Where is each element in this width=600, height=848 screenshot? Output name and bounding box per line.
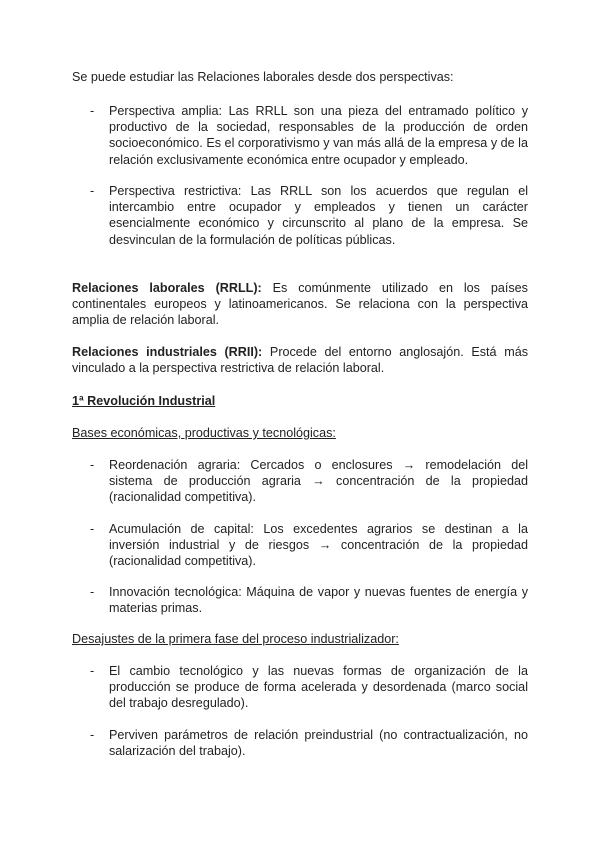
definition-term: Relaciones industriales (RRII): bbox=[72, 345, 263, 359]
definition-rrll bbox=[72, 280, 528, 329]
bullet-dash: - bbox=[90, 664, 95, 678]
list-item-perspectiva-restrictiva bbox=[72, 183, 528, 248]
bullet-dash: - bbox=[90, 184, 95, 198]
definition-text: Es comúnmente utilizado en los países continentales europeos y latinoamericanos. Se relaciona con la perspectiva amplia de relación laboral. bbox=[72, 281, 528, 328]
bullet-dash: - bbox=[90, 104, 95, 118]
section-title: 1ª Revolución Industrial bbox=[72, 394, 216, 408]
bullet-dash: - bbox=[90, 522, 95, 536]
list-item-reordenacion-agraria bbox=[72, 457, 528, 506]
list-item-perspectiva-amplia bbox=[72, 103, 528, 168]
definition-term: Relaciones laborales (RRLL): bbox=[72, 281, 262, 295]
bases-heading: Bases económicas, productivas y tecnológicas: bbox=[72, 426, 336, 440]
bullet-dash: - bbox=[90, 458, 95, 472]
bullet-dash: - bbox=[90, 585, 95, 599]
list-item-text: Reordenación agraria: Cercados o enclosures → remodelación del sistema de producción agraria → concentración de la propiedad (racionalidad competitiva). bbox=[109, 458, 528, 505]
list-item-text: Perspectiva amplia: Las RRLL son una pieza del entramado político y productivo de la sociedad, responsables de la producción de orden socioeconómico. Es el corporativismo y van más allá de la empresa y de la relación exclusivamente económica entre ocupador y empleado. bbox=[109, 104, 528, 167]
list-item-text: Acumulación de capital: Los excedentes agrarios se destinan a la inversión industrial y de riesgos → concentración de la propiedad (racionalidad competitiva). bbox=[109, 522, 528, 569]
list-item-text: El cambio tecnológico y las nuevas formas de organización de la producción se produce de forma acelerada y desordenada (marco social del trabajo desregulado). bbox=[109, 664, 528, 711]
list-item-acumulacion-capital bbox=[72, 521, 528, 570]
desajustes-heading: Desajustes de la primera fase del proceso industrializador: bbox=[72, 632, 399, 646]
definition-text: Procede del entorno anglosajón. Está más vinculado a la perspectiva restrictiva de relación laboral. bbox=[72, 345, 528, 376]
list-item-text: Innovación tecnológica: Máquina de vapor y nuevas fuentes de energía y materias primas. bbox=[109, 585, 528, 616]
list-item-text: Perspectiva restrictiva: Las RRLL son los acuerdos que regulan el intercambio entre ocupador y empleados y tienen un carácter esencialmente económico y circunscrito al plano de la empresa. Se desvinculan de la formulación de políticas públicas. bbox=[109, 184, 528, 247]
definition-rrii bbox=[72, 344, 528, 376]
intro-paragraph: Se puede estudiar las Relaciones laborales desde dos perspectivas: bbox=[72, 70, 454, 84]
list-item-text: Perviven parámetros de relación preindustrial (no contractualización, no salarización del trabajo). bbox=[109, 728, 528, 759]
bullet-dash: - bbox=[90, 728, 95, 742]
list-item-innovacion-tecnologica bbox=[72, 584, 528, 616]
list-item-perviven-parametros bbox=[72, 727, 528, 759]
list-item-cambio-tecnologico bbox=[72, 663, 528, 712]
